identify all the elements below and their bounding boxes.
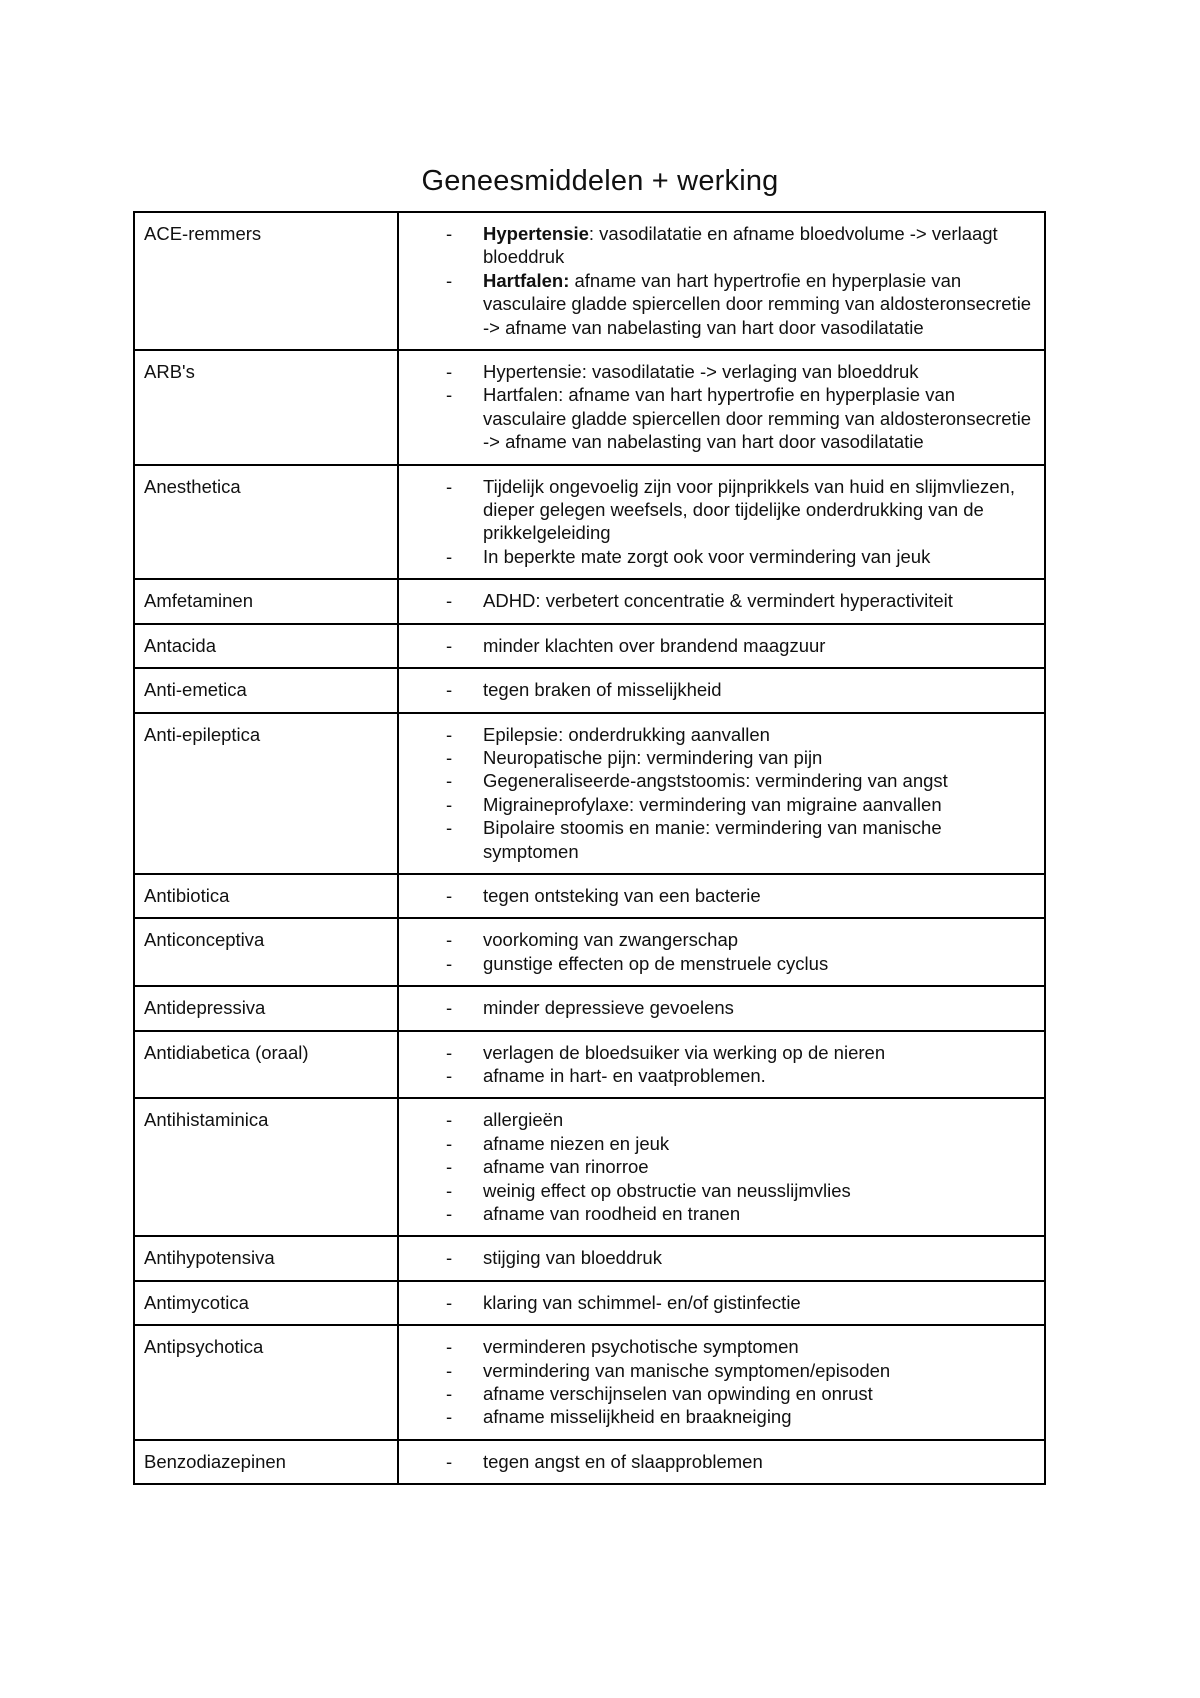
effects-list (399, 1246, 1034, 1269)
effects-list (399, 1041, 1034, 1088)
drug-name: Anticonceptiva (144, 929, 265, 951)
drug-effects-cell (398, 1031, 1045, 1099)
table-row (134, 1325, 1045, 1440)
effect-text: Hypertensie: vasodilatatie -> verlaging van bloeddruk (483, 361, 919, 383)
effects-list (399, 634, 1034, 657)
effects-list (399, 678, 1034, 701)
drug-name: Antihypotensiva (144, 1247, 275, 1269)
effect-item (399, 793, 1034, 816)
effect-item (399, 1155, 1034, 1178)
effect-text: verminderen psychotische symptomen (483, 1336, 799, 1358)
effect-text: afname niezen en jeuk (483, 1132, 670, 1154)
effect-item (399, 589, 1034, 612)
effect-term: Hypertensie (483, 223, 589, 244)
effect-item (399, 678, 1034, 701)
effects-list (399, 475, 1034, 569)
effect-item (399, 884, 1034, 907)
effects-list (399, 360, 1034, 454)
drug-name: Antacida (144, 634, 216, 656)
effect-text: allergieën (483, 1109, 564, 1131)
table-row (134, 624, 1045, 668)
effects-list (399, 996, 1034, 1019)
bullet-dash: - (446, 1336, 453, 1358)
effect-text: afname van roodheid en tranen (483, 1203, 741, 1224)
bullet-dash: - (446, 746, 453, 768)
table-row (134, 1236, 1045, 1280)
effect-text: vermindering van manische symptomen/episoden (483, 1359, 891, 1381)
effect-text: Hartfalen: afname van hart hypertrofie en hyperplasie van vasculaire gladde spiercellen door remming van aldosteronsecretie -> afname van nabelasting van hart door vasodilatatie (483, 384, 1032, 453)
bullet-dash: - (446, 384, 453, 406)
drug-effects-cell (398, 212, 1045, 350)
drug-table (133, 211, 1046, 1485)
effect-item (399, 1202, 1034, 1225)
effect-text: voorkoming van zwangerschap (483, 929, 739, 951)
effect-item (399, 746, 1034, 769)
effect-text: Epilepsie: onderdrukking aanvallen (483, 723, 770, 745)
drug-effects-cell (398, 986, 1045, 1030)
bullet-dash: - (446, 997, 453, 1019)
table-row (134, 874, 1045, 918)
bullet-dash: - (446, 269, 453, 291)
bullet-dash: - (446, 679, 453, 701)
effect-text: tegen ontsteking van een bacterie (483, 884, 761, 906)
drug-name-cell (134, 874, 398, 918)
bullet-dash: - (446, 817, 453, 839)
drug-name-cell (134, 986, 398, 1030)
drug-name: Antihistaminica (144, 1109, 269, 1131)
drug-effects-cell (398, 1325, 1045, 1440)
bullet-dash: - (446, 1203, 453, 1224)
table-row (134, 1281, 1045, 1325)
drug-name: Antimycotica (144, 1291, 249, 1313)
effect-item (399, 816, 1034, 863)
effect-item (399, 1132, 1034, 1155)
table-row (134, 918, 1045, 986)
effect-item (399, 1450, 1034, 1473)
effect-item (399, 723, 1034, 746)
drug-effects-cell (398, 1281, 1045, 1325)
effect-text: minder depressieve gevoelens (483, 997, 734, 1019)
table-row (134, 1440, 1045, 1484)
bullet-dash: - (446, 1291, 453, 1313)
effect-item (399, 634, 1034, 657)
effect-text: ADHD: verbetert concentratie & vermindert hyperactiviteit (483, 590, 953, 612)
effect-item (399, 545, 1034, 568)
bullet-dash: - (446, 793, 453, 815)
effect-text: weinig effect op obstructie van neusslijmvlies (483, 1179, 851, 1201)
bullet-dash: - (446, 1406, 453, 1428)
bullet-dash: - (446, 475, 453, 497)
effect-text: afname misselijkheid en braakneiging (483, 1406, 792, 1428)
effect-text: Gegeneraliseerde-angststoomis: vermindering van angst (483, 770, 948, 792)
bullet-dash: - (446, 723, 453, 745)
drug-effects-cell (398, 465, 1045, 580)
effect-item (399, 1291, 1034, 1314)
bullet-dash: - (446, 1156, 453, 1178)
drug-name-cell (134, 1236, 398, 1280)
drug-effects-cell (398, 918, 1045, 986)
bullet-dash: - (446, 1383, 453, 1405)
drug-name: Amfetaminen (144, 590, 253, 612)
effect-item (399, 475, 1034, 545)
effect-text: afname van hart hypertrofie en hyperplasie van vasculaire gladde spiercellen door remming van aldosteronsecretie -> afname van nabelasting van hart door vasodilatatie (483, 269, 1032, 338)
effect-item (399, 1179, 1034, 1202)
effect-text: afname verschijnselen van opwinding en onrust (483, 1383, 873, 1405)
bullet-dash: - (446, 1109, 453, 1131)
drug-name-cell (134, 624, 398, 668)
drug-name: ACE-remmers (144, 223, 262, 244)
drug-name-cell (134, 713, 398, 874)
effect-item (399, 360, 1034, 383)
drug-effects-cell (398, 668, 1045, 712)
bullet-dash: - (446, 770, 453, 792)
effects-list (399, 928, 1034, 975)
bullet-dash: - (446, 634, 453, 656)
effects-list (399, 1108, 1034, 1225)
effect-item (399, 928, 1034, 951)
effect-text: : vasodilatatie en afname bloedvolume -> verlaagt bloeddruk (483, 223, 998, 268)
effect-text: In beperkte mate zorgt ook voor vermindering van jeuk (483, 545, 931, 567)
effect-text: stijging van bloeddruk (483, 1247, 662, 1269)
effect-text: tegen braken of misselijkheid (483, 679, 722, 701)
bullet-dash: - (446, 1179, 453, 1201)
effect-item (399, 1382, 1034, 1405)
effect-text: verlagen de bloedsuiker via werking op de nieren (483, 1041, 886, 1063)
bullet-dash: - (446, 223, 453, 244)
drug-name: Antidiabetica (oraal) (144, 1041, 309, 1063)
drug-name-cell (134, 1098, 398, 1236)
drug-effects-cell (398, 1098, 1045, 1236)
drug-name-cell (134, 579, 398, 623)
effect-item (399, 269, 1034, 339)
drug-name: Antidepressiva (144, 997, 266, 1019)
bullet-dash: - (446, 1041, 453, 1063)
table-row (134, 1031, 1045, 1099)
effect-item (399, 1108, 1034, 1131)
drug-name-cell (134, 465, 398, 580)
drug-name-cell (134, 212, 398, 350)
effect-text: Bipolaire stoomis en manie: vermindering van manische symptomen (483, 817, 942, 862)
bullet-dash: - (446, 952, 453, 974)
drug-effects-cell (398, 1440, 1045, 1484)
effect-text: afname in hart- en vaatproblemen. (483, 1064, 766, 1086)
table-row (134, 668, 1045, 712)
table-row (134, 212, 1045, 350)
drug-name-cell (134, 1325, 398, 1440)
table-row (134, 350, 1045, 465)
drug-name-cell (134, 350, 398, 465)
drug-name: ARB's (144, 361, 195, 383)
effect-term: Hartfalen: (483, 269, 570, 291)
drug-effects-cell (398, 1236, 1045, 1280)
effect-item (399, 1405, 1034, 1428)
drug-name-cell (134, 1440, 398, 1484)
effects-list (399, 589, 1034, 612)
effects-list (399, 1450, 1034, 1473)
page-title: Geneesmiddelen + werking (421, 165, 779, 198)
drug-effects-cell (398, 579, 1045, 623)
drug-name-cell (134, 668, 398, 712)
bullet-dash: - (446, 929, 453, 951)
table-row (134, 986, 1045, 1030)
drug-name: Antipsychotica (144, 1336, 264, 1358)
drug-name-cell (134, 918, 398, 986)
table-row (134, 1098, 1045, 1236)
drug-name: Benzodiazepinen (144, 1450, 286, 1472)
effect-item (399, 1359, 1034, 1382)
bullet-dash: - (446, 1064, 453, 1086)
effect-item (399, 1041, 1034, 1064)
effects-list (399, 723, 1034, 863)
drug-effects-cell (398, 874, 1045, 918)
bullet-dash: - (446, 545, 453, 567)
drug-name: Anti-epileptica (144, 723, 261, 745)
effect-text: gunstige effecten op de menstruele cyclus (483, 952, 829, 974)
drug-name: Anti-emetica (144, 679, 247, 701)
bullet-dash: - (446, 361, 453, 383)
bullet-dash: - (446, 1132, 453, 1154)
bullet-dash: - (446, 1359, 453, 1381)
effect-text: tegen angst en of slaapproblemen (483, 1450, 763, 1472)
effect-item (399, 952, 1034, 975)
effect-item (399, 383, 1034, 453)
effect-item (399, 996, 1034, 1019)
bullet-dash: - (446, 1450, 453, 1472)
effects-list (399, 884, 1034, 907)
drug-name-cell (134, 1281, 398, 1325)
effect-text: Tijdelijk ongevoelig zijn voor pijnprikkels van huid en slijmvliezen, dieper gelegen weefsels, door tijdelijke onderdrukking van de prikkelgeleiding (483, 475, 1015, 544)
effect-item (399, 222, 1034, 269)
effect-text: klaring van schimmel- en/of gistinfectie (483, 1291, 801, 1313)
effect-item (399, 769, 1034, 792)
table-row (134, 465, 1045, 580)
bullet-dash: - (446, 1247, 453, 1269)
drug-name: Anesthetica (144, 475, 241, 497)
effect-text: minder klachten over brandend maagzuur (483, 634, 826, 656)
effect-text: Migraineprofylaxe: vermindering van migraine aanvallen (483, 793, 942, 815)
drug-name-cell (134, 1031, 398, 1099)
drug-name: Antibiotica (144, 884, 230, 906)
drug-effects-cell (398, 624, 1045, 668)
effect-item (399, 1246, 1034, 1269)
effects-list (399, 1335, 1034, 1429)
drug-effects-cell (398, 713, 1045, 874)
table-row (134, 713, 1045, 874)
drug-table-body (134, 212, 1045, 1484)
drug-table-container (133, 211, 1046, 1485)
effect-item (399, 1335, 1034, 1358)
effects-list (399, 1291, 1034, 1314)
effect-item (399, 1064, 1034, 1087)
bullet-dash: - (446, 884, 453, 906)
bullet-dash: - (446, 590, 453, 612)
table-row (134, 579, 1045, 623)
effect-text: Neuropatische pijn: vermindering van pijn (483, 746, 823, 768)
effects-list (399, 222, 1034, 339)
effect-text: afname van rinorroe (483, 1156, 649, 1178)
drug-effects-cell (398, 350, 1045, 465)
